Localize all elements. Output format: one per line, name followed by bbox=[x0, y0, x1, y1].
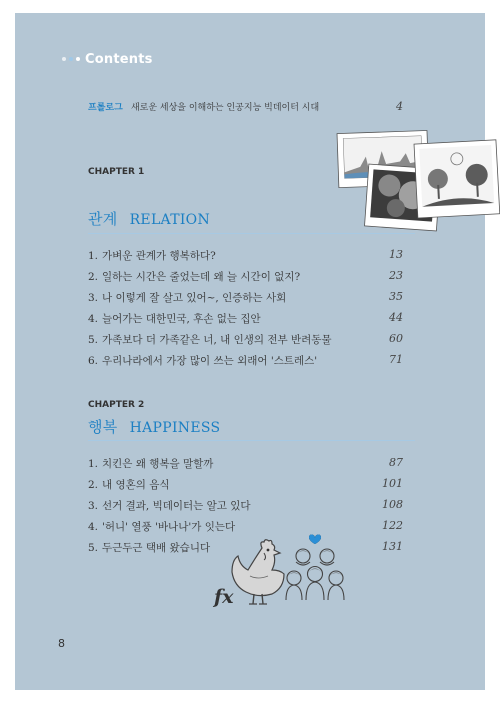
chapter-1-title-en: RELATION bbox=[129, 212, 210, 228]
prologue-text: 새로운 세상을 이해하는 인공지능 빅데이터 시대 bbox=[130, 103, 320, 113]
toc-page-number: 131 bbox=[382, 540, 403, 553]
toc-text: 선거 결과, 빅데이터는 알고 있다 bbox=[102, 500, 251, 512]
dot-2 bbox=[69, 57, 73, 61]
toc-item[interactable] bbox=[88, 456, 403, 477]
toc-text: 가벼운 관계가 행복하다? bbox=[102, 250, 216, 262]
dot-1 bbox=[62, 57, 66, 61]
chapter-1-label: CHAPTER 1 bbox=[88, 167, 145, 177]
heart-icon bbox=[309, 535, 321, 544]
toc-num: 5. bbox=[88, 334, 99, 346]
toc-item[interactable] bbox=[88, 477, 403, 498]
toc-page-number: 122 bbox=[382, 519, 403, 532]
toc-text: 우리나라에서 가장 많이 쓰는 외래어 '스트레스' bbox=[102, 355, 318, 367]
toc-item[interactable] bbox=[88, 332, 403, 353]
toc-item[interactable] bbox=[88, 248, 403, 269]
toc-text: 나 이렇게 잘 살고 있어~, 인증하는 사회 bbox=[102, 292, 287, 304]
toc-item[interactable] bbox=[88, 498, 403, 519]
toc-num: 5. bbox=[88, 542, 99, 554]
toc-text: 가족보다 더 가족같은 너, 내 인생의 전부 반려동물 bbox=[102, 334, 332, 346]
toc-num: 1. bbox=[88, 250, 99, 262]
chapter-2-divider bbox=[88, 440, 415, 441]
prologue-page: 4 bbox=[396, 100, 403, 113]
contents-header bbox=[62, 50, 153, 68]
formula-fx-label: fx bbox=[214, 586, 234, 608]
toc-num: 1. bbox=[88, 458, 99, 470]
toc-item[interactable] bbox=[88, 290, 403, 311]
photos-illustration bbox=[330, 126, 500, 236]
toc-num: 3. bbox=[88, 292, 99, 304]
hen-icon bbox=[228, 536, 290, 608]
dot-3 bbox=[76, 57, 80, 61]
chapter-1-title-ko: 관계 bbox=[88, 210, 118, 228]
chapter-2-title-ko: 행복 bbox=[88, 418, 118, 436]
chapter-1-divider bbox=[88, 233, 415, 234]
toc-num: 4. bbox=[88, 521, 99, 533]
toc-num: 2. bbox=[88, 479, 99, 491]
toc-item[interactable] bbox=[88, 353, 403, 374]
toc-num: 6. bbox=[88, 355, 99, 367]
chapter-2-title-en: HAPPINESS bbox=[129, 420, 221, 436]
page-number: 8 bbox=[58, 637, 65, 650]
toc-item[interactable] bbox=[88, 311, 403, 332]
toc-num: 3. bbox=[88, 500, 99, 512]
toc-page-number: 87 bbox=[389, 456, 403, 469]
prologue-entry[interactable] bbox=[88, 100, 403, 113]
toc-num: 4. bbox=[88, 313, 99, 325]
toc-page-number: 35 bbox=[389, 290, 403, 303]
chapter-2-label: CHAPTER 2 bbox=[88, 400, 145, 410]
chapter-1-title bbox=[88, 208, 210, 229]
toc-page-number: 108 bbox=[382, 498, 403, 511]
chapter-2-title bbox=[88, 416, 220, 437]
toc-num: 2. bbox=[88, 271, 99, 283]
toc-page-number: 44 bbox=[389, 311, 403, 324]
header-dots bbox=[62, 57, 80, 61]
prologue-tag: 프롤로그 bbox=[88, 103, 123, 113]
contents-title: Contents bbox=[85, 51, 153, 67]
toc-text: 늘어가는 대한민국, 후손 없는 집안 bbox=[102, 313, 261, 325]
toc-text: 내 영혼의 음식 bbox=[102, 479, 170, 491]
chapter-1-list bbox=[88, 248, 403, 374]
toc-page-number: 101 bbox=[382, 477, 403, 490]
toc-text: 일하는 시간은 줄었는데 왜 늘 시간이 없지? bbox=[102, 271, 301, 283]
toc-item[interactable] bbox=[88, 269, 403, 290]
toc-page-number: 60 bbox=[389, 332, 403, 345]
toc-text: 치킨은 왜 행복을 말할까 bbox=[102, 458, 214, 470]
toc-page-number: 13 bbox=[389, 248, 403, 261]
toc-text: 두근두근 택배 왔습니다 bbox=[102, 542, 211, 554]
people-group-illustration bbox=[283, 528, 347, 608]
toc-page-number: 23 bbox=[389, 269, 403, 282]
toc-text: '허니' 열풍 '바나나'가 잇는다 bbox=[102, 521, 236, 533]
toc-page-number: 71 bbox=[389, 353, 403, 366]
